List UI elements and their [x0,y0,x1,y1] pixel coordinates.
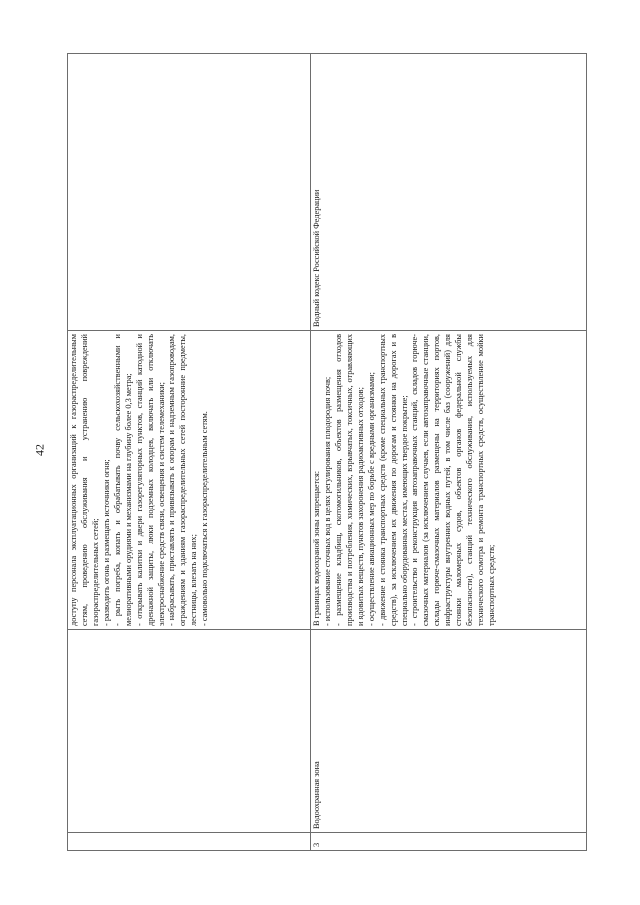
restriction-line: - самовольно подключаться к газораспределительным сетям. [200,411,210,626]
row-number: 3 [312,842,321,847]
table-row [68,54,311,851]
zones-table [67,53,587,851]
table-wrapper [67,53,586,851]
zone-name-cell [311,630,587,833]
legal-basis-cell [311,54,587,331]
restriction-line: - осуществление авиационных мер по борьбе с вредными организмами; [366,372,376,626]
restriction-line: - рыть погреба, копать и обрабатывать почву сельскохозяйственными и мелиоративными орудиями и механизмами на глубину более 0,3 метра; [112,334,133,626]
restrictions-cell [311,331,587,630]
restriction-line: - движение и стоянка транспортных средств (кроме специальных транспортных средств), за исключением их движения по дорогам и стоянки на дорогах и в специально оборудованных местах, имеющих твердое покрытие; [377,334,409,626]
legal-basis: Водный кодекс Российской Федерации [312,189,321,327]
legal-basis-cell [68,54,311,331]
restriction-line: - строительство и реконструкция автозаправочных станций, складов горюче-смазочных материалов (за исключением случаев, если автозаправочные станции, склады горюче-смазочных материалов размещены на территориях портов, инфраструктуры внутренних водных путей, в том числе баз (сооружений) для стоянки маломерных судов, объектов органов федеральной службы безопасности), станций технического обслуживания, используемых для технического осмотра и ремонта транспортных средств, осуществление мойки транспортных средств; [410,334,496,626]
page-number: 42 [32,444,47,456]
restriction-line: - использование сточных вод в целях регулирования плодородия почв; [322,376,332,626]
restriction-line: - открывать калитки и двери газорегуляторных пунктов, станций катодной и дренажной защиты, люки подземных колодцев, включать или отключать электроснабжение средств связи, освещения и систем телемеханики; [134,334,166,626]
restriction-line: - набрасывать, приставлять и привязывать к опорам и надземным газопроводам, ограждениям и зданиям газораспределительных сетей посторонние предметы, лестницы, влезать на них; [167,334,199,626]
table-row [311,54,587,851]
restriction-line: В границах водоохраной зоны запрещается: [312,470,321,626]
restriction-line: - разводить огонь и размещать источники огня; [101,459,111,626]
row-number-cell [311,833,587,851]
restrictions-cell [68,331,311,630]
restriction-line: - размещение кладбищ, скотомогильников, объектов размещения отходов производства и потребления, химических, взрывчатых, токсичных, отравляющих и ядовитых веществ, пунктов захоронения радиоактивных отходов; [333,334,365,626]
zone-name-cell [68,630,311,833]
zone-name: Водоохранная зона [312,761,321,829]
row-number-cell [68,833,311,851]
restriction-line: доступу персонала эксплуатационных организаций к газораспределительным сетям, проведению обслуживания и устранению повреждений газораспределительных сетей; [69,334,100,626]
